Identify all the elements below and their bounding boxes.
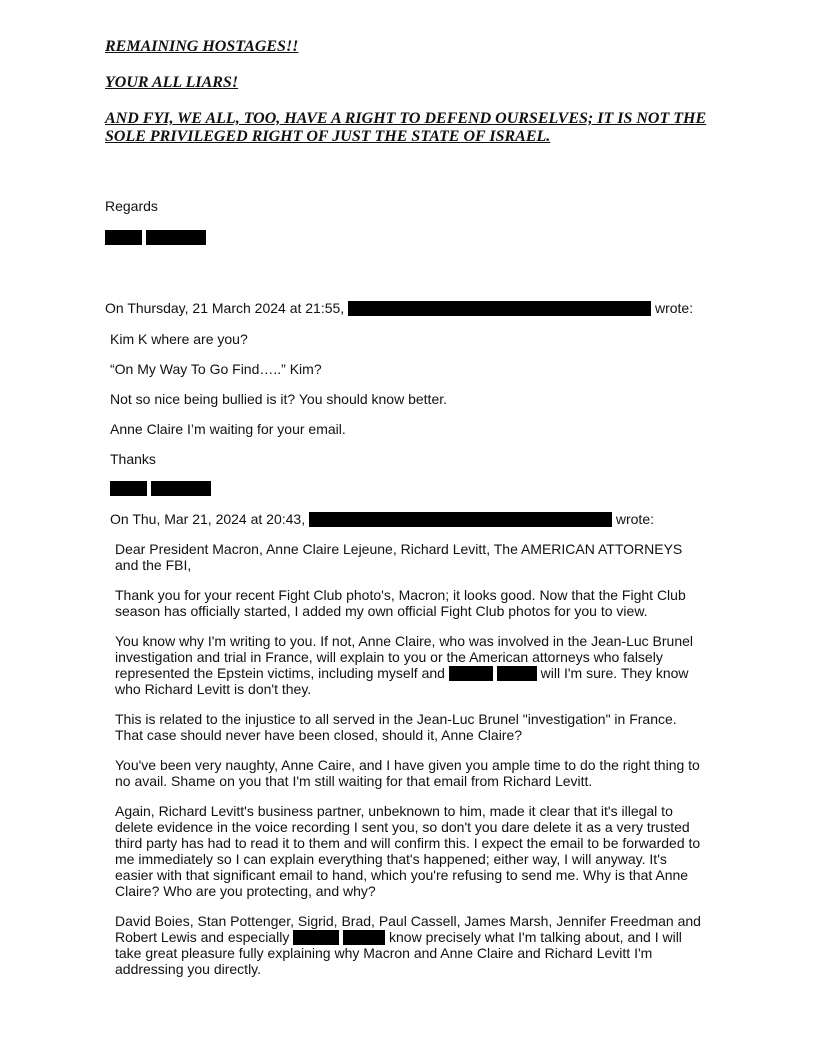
letter-paragraph-7-start: David Boies, Stan Pottenger, Sigrid, Brad, Paul Cassell, James Marsh, Jennifer Freedman and Robert Lewis and especially [115,913,701,945]
heading-remaining-hostages: REMAINING HOSTAGES!! [105,38,299,55]
letter-paragraph-3-start: You know why I'm writing to you. If not, Anne Claire, who was involved in the Jean-Luc Brunel investigation and trial in France, will explain to you or the American attorneys who falsely represented the Epstein victims, including myself and [115,633,694,681]
letter-paragraph-3 [115,633,705,697]
quote-header-1 [105,300,693,316]
redacted-signature-first [105,230,142,245]
letter-paragraph-6: Again, Richard Levitt's business partner, unbeknown to him, made it clear that it's illegal to delete evidence in the voice recording I sent you, so don't you dare delete it as a very trusted third party has had to read it to them and will confirm this. I expect the email to be forwarded to me immediately so I can explain everything that's happened; either way, I will anyway. It's easier with that significant email to hand, which you're refusing to send me. Why is that Anne Claire? Who are you protecting, and why? [115,803,701,899]
quote-header-1-date: On Thursday, 21 March 2024 at 21:55, [105,300,345,316]
quote-header-2-wrote: wrote: [615,511,654,527]
redacted-signature2-last [151,481,211,496]
letter-paragraph-3-end: will I'm sure. They know who Richard Levitt is don't they. [115,665,689,697]
reply2-line2: “On My Way To Go Find…..” Kim? [110,361,322,377]
reply2-line3: Not so nice being bullied is it? You should know better. [110,391,448,407]
letter-paragraph-7-end: know precisely what I'm talking about, and I will take great pleasure fully explaining why Macron and Anne Claire and Richard Levitt I'm addressing you directly. [115,929,682,977]
reply2-line4: Anne Claire I’m waiting for your email. [110,421,346,437]
redacted-name-p7-first [293,930,339,945]
quote-header-2-date: On Thu, Mar 21, 2024 at 20:43, [110,511,306,527]
quote-header-2 [110,511,654,527]
heading-right-to-defend: AND FYI, WE ALL, TOO, HAVE A RIGHT TO DEFEND OURSELVES; IT IS NOT THE SOLE PRIVILEGED RIGHT OF JUST THE STATE OF ISRAEL. [105,110,707,145]
redacted-sender-email-1 [348,301,651,316]
heading-your-all-liars: YOUR ALL LIARS! [105,74,239,91]
redacted-name-p3-first [449,666,493,681]
letter-paragraph-5: You've been very naughty, Anne Caire, and I have given you ample time to do the right thing to no avail. Shame on you that I'm still waiting for that email from Richard Levitt. [115,757,700,789]
letter-paragraph-7 [115,913,705,977]
letter-paragraph-4: This is related to the injustice to all served in the Jean-Luc Brunel "investigation" in France. That case should never have been closed, should it, Anne Claire? [115,711,677,743]
regards-text: Regards [105,198,158,214]
redacted-name-p7-last [343,930,385,945]
redacted-signature2-first [110,481,147,496]
letter-paragraph-2: Thank you for your recent Fight Club photo's, Macron; it looks good. Now that the Fight Club season has officially started, I added my own official Fight Club photos for you to view. [115,587,686,619]
reply2-line1: Kim K where are you? [110,331,248,347]
letter-salutation: Dear President Macron, Anne Claire Lejeune, Richard Levitt, The AMERICAN ATTORNEYS and the FBI, [115,541,683,573]
quote-header-1-wrote: wrote: [654,300,694,316]
redacted-sender-email-2 [309,512,612,527]
reply2-thanks: Thanks [110,451,156,467]
redacted-signature-last [146,230,206,245]
redacted-name-p3-last [497,666,537,681]
